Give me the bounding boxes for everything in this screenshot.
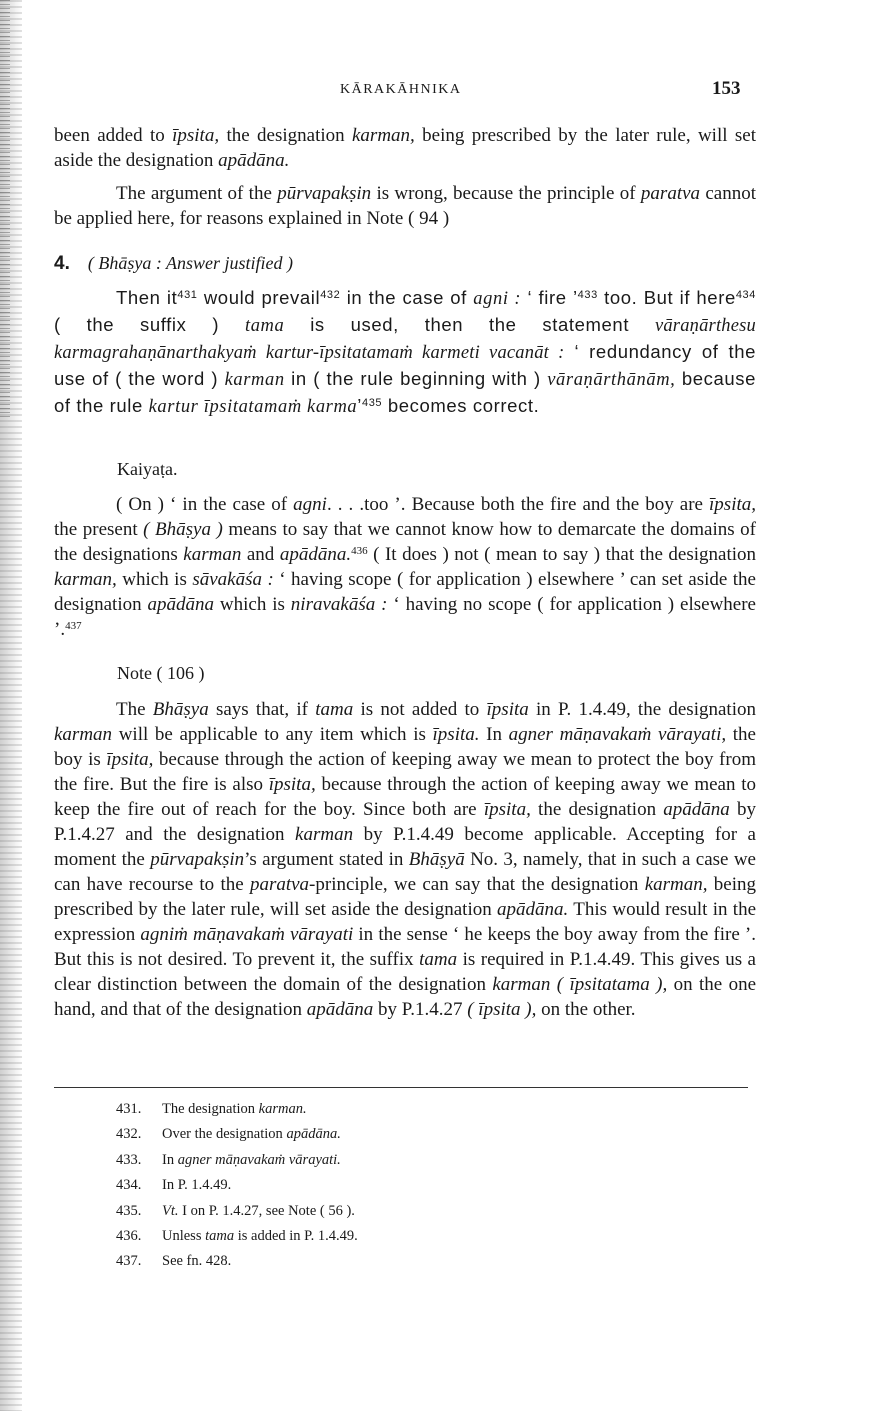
footnote-item: 433. In agner māṇavakaṁ vārayati. <box>116 1151 341 1168</box>
note-body: The Bhāṣya says that, if tama is not added to īpsita in P. 1.4.49, the designation karman will be applicable to any item which is īpsita. In agner māṇavakaṁ vārayati, the boy is īpsita, because through the action of keeping away we mean to protect the boy from the fire. But the fire is also īpsita, because through the action of keeping away we mean to keep the fire out of reach for the boy. Since both are īpsita, the designation apādāna by P.1.4.27 and the designation karman by P.1.4.49 become applicable. Accepting for a moment the pūrvapakṣin’s argument stated in Bhāṣyā No. 3, namely, that in such a case we can have recourse to the paratva-principle, we can say that the designation karman, being prescribed by the later rule, will set aside the designation apādāna. This would result in the expression agniṁ māṇavakaṁ vārayati in the sense ‘ he keeps the boy away from the fire ’. But this is not desired. To prevent it, the suffix tama is required in P.1.4.49. This gives us a clear distinction between the domain of the designation karman ( īpsitatama ), on the one hand, and that of the designation apādāna by P.1.4.27 ( īpsita ), on the other. <box>54 699 757 1020</box>
footnote-divider <box>54 1087 748 1088</box>
page-number: 153 <box>712 78 741 99</box>
kaiyata-label: Kaiyaṭa. <box>117 459 178 479</box>
footnote-item: 435. Vt. I on P. 1.4.27, see Note ( 56 ). <box>116 1202 355 1219</box>
page-header <box>0 78 882 104</box>
running-title: KĀRAKĀHNIKA <box>340 82 462 97</box>
paragraph-argument: The argument of the pūrvapakṣin is wrong, because the principle of paratva cannot be applied here, for reasons explained in Note ( 94 ) <box>54 183 756 229</box>
footnote-item: 432. Over the designation apādāna. <box>116 1126 341 1143</box>
footnote-item: 434. In P. 1.4.49. <box>116 1177 232 1194</box>
bhasya-translation: Then $it^{431}$ would prevail$^{432}$ in the case of agni : ‘ fire ’$^{433}$ too. But if here$^{434}$ ( the suffix ) tama is used, then the statement vāraṇārthesu karmagrahaṇānarthakyaṁ kartur-īpsitatamaṁ karmeti vacanāt : ‘ redundancy of the use of ( the word ) karman in ( the rule beginning with ) vāraṇārthānām, because of the rule kartur īpsitatamaṁ karma’$^{435}$ becomes correct. <box>54 287 756 417</box>
footnote-item: 431. The designation karman. <box>116 1101 307 1117</box>
footnote-item: 436. Unless tama is added in P. 1.4.49. <box>116 1228 358 1245</box>
section-title: ( Bhāṣya : Answer justified ) <box>87 253 294 273</box>
section-number: 4. <box>54 253 70 274</box>
scan-edge-shadow-dark <box>0 0 10 420</box>
paragraph-continuation: been added to īpsita, the designation karman, being prescribed by the later rule, will set aside the designation apādāna. <box>54 125 756 171</box>
footnotes <box>116 1097 358 1275</box>
footnote-item: 437. See fn. 428. <box>116 1253 232 1270</box>
note-label: Note ( 106 ) <box>117 663 205 683</box>
section-heading <box>54 253 293 275</box>
kaiyata-commentary: ( On ) ‘ in the case of agni. . . .too ’. Because both the fire and the boy are īpsita, the present ( Bhāṣya ) means to say that we cannot know how to demarcate the domains of the designations karman and apādāna.$^{436}$ ( It does ) not ( mean to say ) that the designation karman, which is sāvakāśa : ‘ having scope ( for application ) elsewhere ’ can set aside the designation apādāna which is niravakāśa : ‘ having no scope ( for application ) elsewhere ’.$^{437}$ <box>54 494 757 640</box>
